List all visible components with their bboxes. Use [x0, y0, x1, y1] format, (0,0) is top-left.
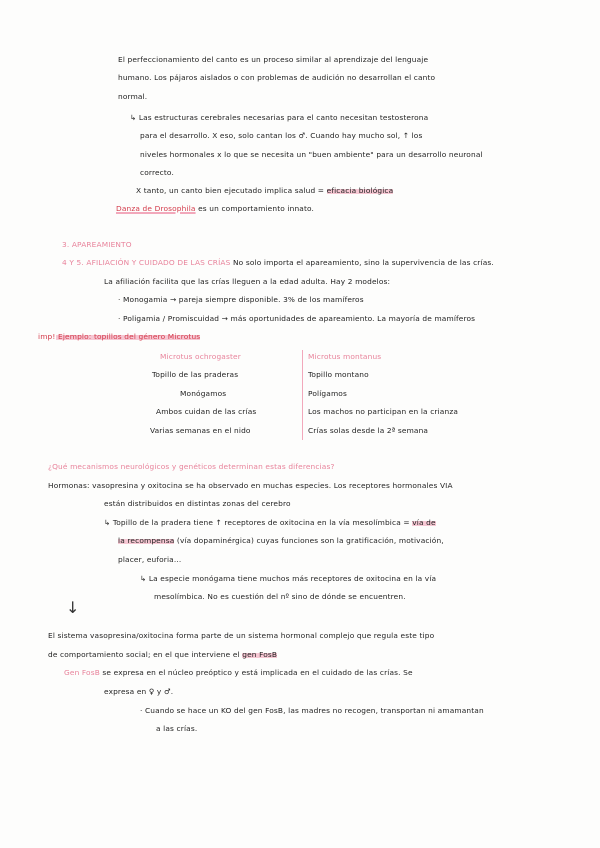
text-line: niveles hormonales x lo que se necesita un "buen ambiente" para un desarrollo neuronal — [140, 150, 483, 159]
question-heading: ¿Qué mecanismos neurológicos y genéticos determinan estas diferencias? — [48, 462, 335, 471]
text-line — [48, 650, 277, 660]
text-line: · Monogamia → pareja siempre disponible. 3% de los mamíferos — [118, 295, 364, 304]
text-line — [64, 668, 413, 678]
text-line: a las crías. — [156, 724, 198, 733]
text-span: se expresa en el núcleo preóptico y está implicada en el cuidado de las crías. Se — [99, 668, 413, 677]
text-line: para el desarrollo. X eso, solo cantan los ♂. Cuando hay mucho sol, ↑ los — [140, 131, 423, 140]
text-line: humano. Los pájaros aislados o con problemas de audición no desarrollan el canto — [118, 73, 436, 82]
text-line: ↳ La especie monógama tiene muchos más receptores de oxitocina en la vía — [140, 574, 437, 583]
text-span: ↳ Topillo de la pradera tiene ↑ receptores de oxitocina en la vía mesolímbica = — [104, 518, 413, 527]
gene-label: Gen FosB — [64, 668, 100, 677]
text-span: de comportamiento social; en el que interviene el — [48, 650, 243, 659]
highlighted-text: eficacia biológica — [326, 186, 394, 195]
text-span: No solo importa el apareamiento, sino la supervivencia de las crías. — [230, 258, 494, 267]
text-line: mesolímbica. No es cuestión del nº sino de dónde se encuentren. — [154, 592, 406, 601]
text-line: correcto. — [140, 168, 174, 177]
text-line: están distribuidos en distintas zonas del cerebro — [104, 499, 291, 508]
table-cell-right: Polígamos — [308, 389, 347, 398]
text-line: Hormonas: vasopresina y oxitocina se ha observado en muchas especies. Los receptores hormonales VIA — [48, 481, 453, 490]
table-cell-left: Ambos cuidan de las crías — [156, 407, 257, 416]
text-span: X tanto, un canto bien ejecutado implica salud = — [136, 186, 327, 195]
subheading: 4 Y 5. AFILIACIÓN Y CUIDADO DE LAS CRÍAS — [62, 258, 231, 267]
text-line: El sistema vasopresina/oxitocina forma parte de un sistema hormonal complejo que regula este tipo — [48, 631, 435, 640]
text-line: · Poligamia / Promiscuidad → más oportunidades de apareamiento. La mayoría de mamíferos — [118, 314, 476, 323]
text-line: placer, euforia... — [118, 555, 182, 564]
text-span: es un comportamiento innato. — [195, 204, 315, 213]
section-heading: 3. APAREAMIENTO — [62, 240, 132, 249]
text-line — [118, 536, 444, 546]
text-line: La afiliación facilita que las crías lleguen a la edad adulta. Hay 2 modelos: — [104, 277, 391, 286]
table-divider — [302, 350, 303, 440]
text-line — [104, 518, 436, 528]
text-line — [38, 332, 200, 342]
text-line: · Cuando se hace un KO del gen FosB, las madres no recogen, transportan ni amamantan — [140, 706, 484, 715]
table-cell-right: Topillo montano — [308, 370, 369, 379]
imp-label: imp! — [38, 332, 56, 341]
text-line — [116, 204, 314, 214]
highlighted-text: vía de — [412, 518, 436, 527]
arrow-down-icon: ↓ — [66, 598, 80, 617]
text-line: ↳ Las estructuras cerebrales necesarias para el canto necesitan testosterona — [130, 113, 429, 122]
text-line — [62, 258, 494, 268]
highlighted-text: gen FosB — [242, 650, 278, 659]
text-span: (vía dopaminérgica) cuyas funciones son la gratificación, motivación, — [174, 536, 444, 545]
table-cell-right: Crías solas desde la 2ª semana — [308, 426, 429, 435]
text-line: El perfeccionamiento del canto es un proceso similar al aprendizaje del lenguaje — [118, 55, 429, 64]
highlighted-text: la recompensa — [118, 536, 175, 545]
table-left-heading: Microtus ochrogaster — [160, 352, 241, 361]
table-cell-left: Monógamos — [180, 389, 227, 398]
table-right-heading: Microtus montanus — [308, 352, 382, 361]
table-cell-right: Los machos no participan en la crianza — [308, 407, 459, 416]
term-drosophila: Danza de Drosophila — [116, 204, 196, 213]
example-title: Ejemplo: topillos del género Microtus — [55, 332, 201, 341]
table-cell-left: Topillo de las praderas — [152, 370, 239, 379]
text-line: expresa en ♀ y ♂. — [104, 687, 174, 696]
text-line: normal. — [118, 92, 148, 101]
text-line — [136, 186, 393, 196]
table-cell-left: Varias semanas en el nido — [150, 426, 251, 435]
